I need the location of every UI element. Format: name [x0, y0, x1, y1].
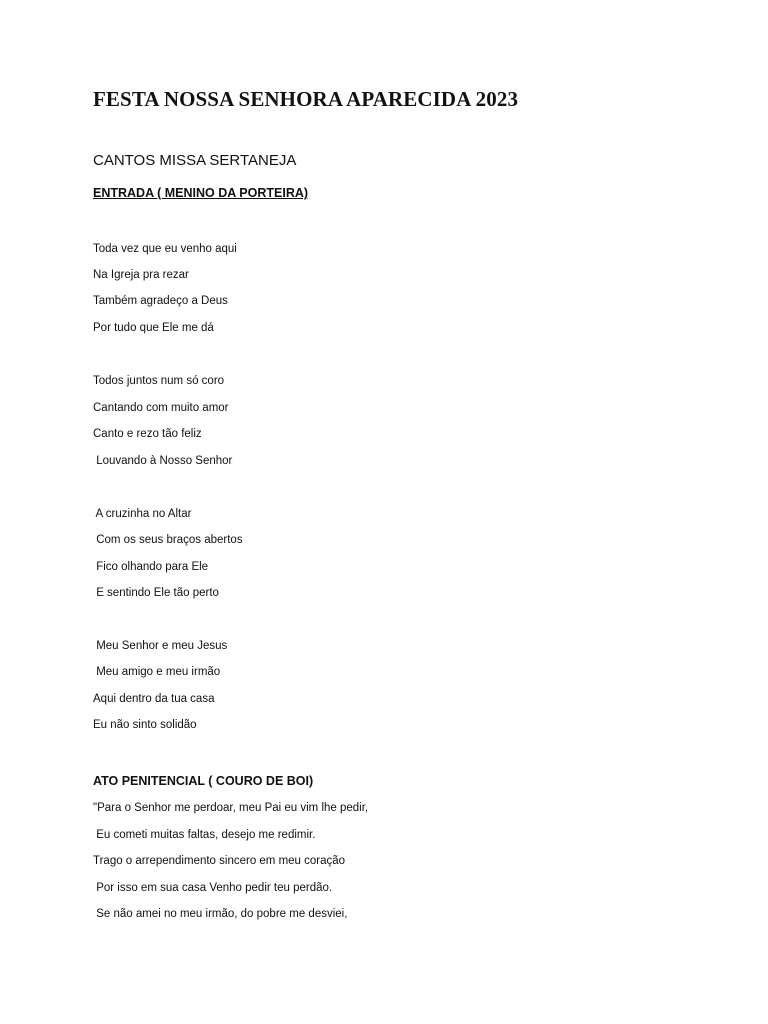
document-title: FESTA NOSSA SENHORA APARECIDA 2023	[93, 87, 519, 111]
lyric-line: Fico olhando para Ele	[93, 561, 209, 573]
lyric-line: Por tudo que Ele me dá	[93, 322, 214, 334]
lyric-line: Eu cometi muitas faltas, desejo me redimir.	[93, 829, 316, 841]
lyric-line: Trago o arrependimento sincero em meu coração	[93, 855, 346, 867]
lyric-line: Toda vez que eu venho aqui	[93, 243, 237, 255]
section-heading-ato-penitencial: ATO PENITENCIAL ( COURO DE BOI)	[93, 774, 314, 788]
lyric-line: Canto e rezo tão feliz	[93, 428, 202, 440]
lyric-line: "Para o Senhor me perdoar, meu Pai eu vim lhe pedir,	[93, 802, 369, 814]
lyric-line: Meu Senhor e meu Jesus	[93, 640, 228, 652]
lyric-line: Também agradeço a Deus	[93, 295, 228, 307]
lyric-line: Na Igreja pra rezar	[93, 269, 189, 281]
section-heading-entrada: ENTRADA ( MENINO DA PORTEIRA)	[93, 186, 309, 200]
lyric-line: Por isso em sua casa Venho pedir teu perdão.	[93, 882, 333, 894]
lyric-line: Todos juntos num só coro	[93, 375, 225, 387]
lyric-line: Aqui dentro da tua casa	[93, 693, 215, 705]
lyric-line: E sentindo Ele tão perto	[93, 587, 219, 599]
lyric-line: Com os seus braços abertos	[93, 534, 243, 546]
lyric-line: Louvando à Nosso Senhor	[93, 455, 233, 467]
document-subtitle: CANTOS MISSA SERTANEJA	[93, 152, 297, 169]
lyric-line: Eu não sinto solidão	[93, 719, 197, 731]
lyric-line: Cantando com muito amor	[93, 402, 229, 414]
lyric-line: Se não amei no meu irmão, do pobre me desviei,	[93, 908, 348, 920]
lyric-line: Meu amigo e meu irmão	[93, 666, 221, 678]
lyric-line: A cruzinha no Altar	[93, 508, 192, 520]
